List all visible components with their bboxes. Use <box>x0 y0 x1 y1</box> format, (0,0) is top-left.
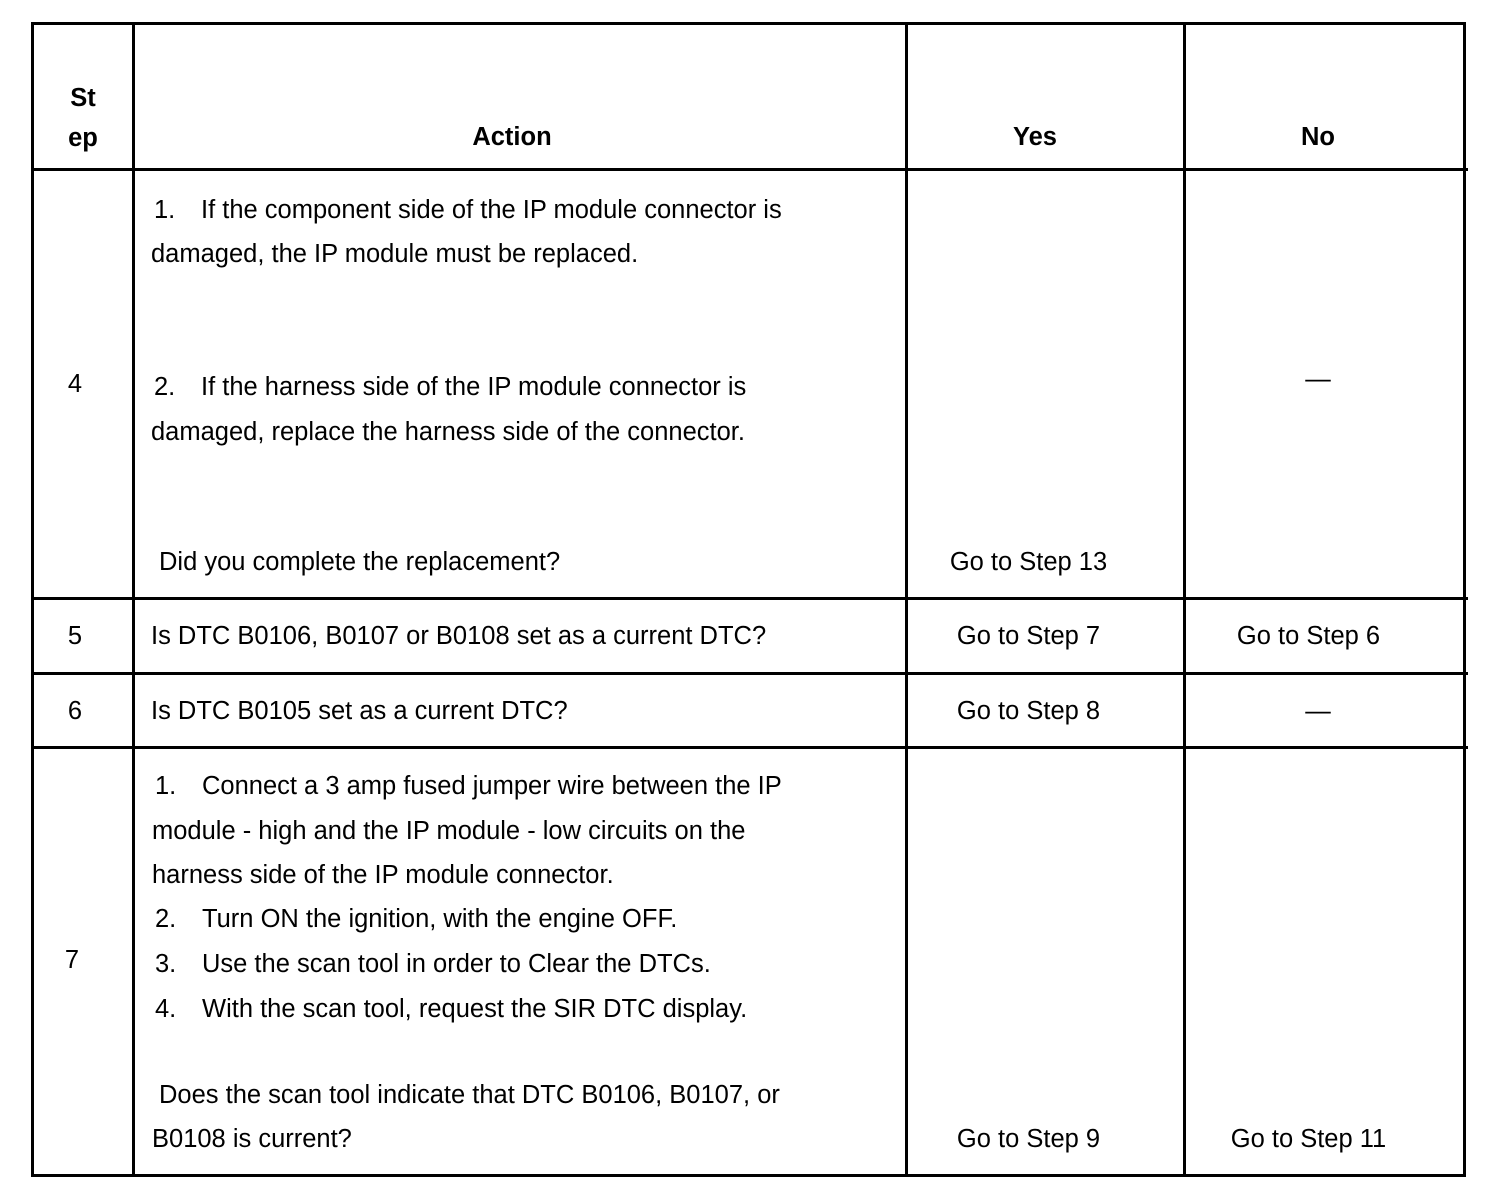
action-item-text: If the component side of the IP module connector is <box>201 196 782 224</box>
action-item-number: 1. <box>155 772 177 800</box>
row-divider-6-7 <box>31 746 1468 749</box>
row-divider-5-6 <box>31 672 1468 675</box>
table-border-right <box>1463 24 1466 1177</box>
header-yes: Yes <box>1013 123 1057 151</box>
action-item-text: Connect a 3 amp fused jumper wire between the IP <box>202 772 782 800</box>
header-no: No <box>1301 123 1335 151</box>
action-item-continuation: damaged, the IP module must be replaced. <box>151 240 639 268</box>
table-border-top <box>31 22 1466 25</box>
action-line: harness side of the IP module connector. <box>152 861 614 889</box>
action-item-number: 2. <box>155 905 177 933</box>
column-divider-step <box>132 24 135 1177</box>
action-item <box>151 365 746 410</box>
action-question: Does the scan tool indicate that DTC B0106, B0107, or <box>159 1081 780 1109</box>
step-number: 7 <box>64 946 80 974</box>
action-line <box>152 897 677 942</box>
action-line <box>152 764 782 809</box>
action-item-text: Use the scan tool in order to Clear the DTCs. <box>202 950 711 978</box>
no-result: Go to Step 6 <box>1236 622 1381 650</box>
table-border-bottom <box>31 1174 1466 1177</box>
action-item <box>151 188 782 233</box>
header-divider <box>31 168 1468 171</box>
action-item-number: 3. <box>155 950 177 978</box>
header-action: Action <box>472 123 552 151</box>
table-border-left <box>31 24 34 1177</box>
column-divider-yes <box>1183 24 1186 1177</box>
step-number: 5 <box>67 622 83 650</box>
action-question: Is DTC B0105 set as a current DTC? <box>151 697 568 725</box>
no-result: Go to Step 11 <box>1230 1125 1387 1153</box>
action-question-continuation: B0108 is current? <box>152 1125 352 1153</box>
no-result-dash: — <box>1305 365 1331 393</box>
action-line: module - high and the IP module - low circuits on the <box>152 817 746 845</box>
column-divider-action <box>905 24 908 1177</box>
action-question: Did you complete the replacement? <box>159 548 561 576</box>
yes-result: Go to Step 9 <box>956 1125 1101 1153</box>
step-number: 4 <box>67 370 83 398</box>
no-result-dash: — <box>1305 697 1331 725</box>
action-item-text: If the harness side of the IP module connector is <box>201 373 747 401</box>
action-item-number: 2. <box>154 373 176 401</box>
action-line <box>152 942 711 987</box>
action-item-text: With the scan tool, request the SIR DTC display. <box>202 995 748 1023</box>
action-line <box>152 987 747 1032</box>
action-question: Is DTC B0106, B0107 or B0108 set as a current DTC? <box>151 622 767 650</box>
step-number: 6 <box>67 697 83 725</box>
yes-result: Go to Step 8 <box>956 697 1101 725</box>
action-item-number: 4. <box>155 995 177 1023</box>
header-step <box>34 78 132 158</box>
row-divider-4-5 <box>31 597 1468 600</box>
header-step-line1: St <box>70 84 96 112</box>
header-step-line2: ep <box>68 124 98 152</box>
yes-result: Go to Step 13 <box>949 548 1108 576</box>
action-item-continuation: damaged, replace the harness side of the connector. <box>151 418 745 446</box>
action-item-number: 1. <box>154 196 176 224</box>
yes-result: Go to Step 7 <box>956 622 1101 650</box>
action-item-text: Turn ON the ignition, with the engine OFF. <box>202 905 678 933</box>
